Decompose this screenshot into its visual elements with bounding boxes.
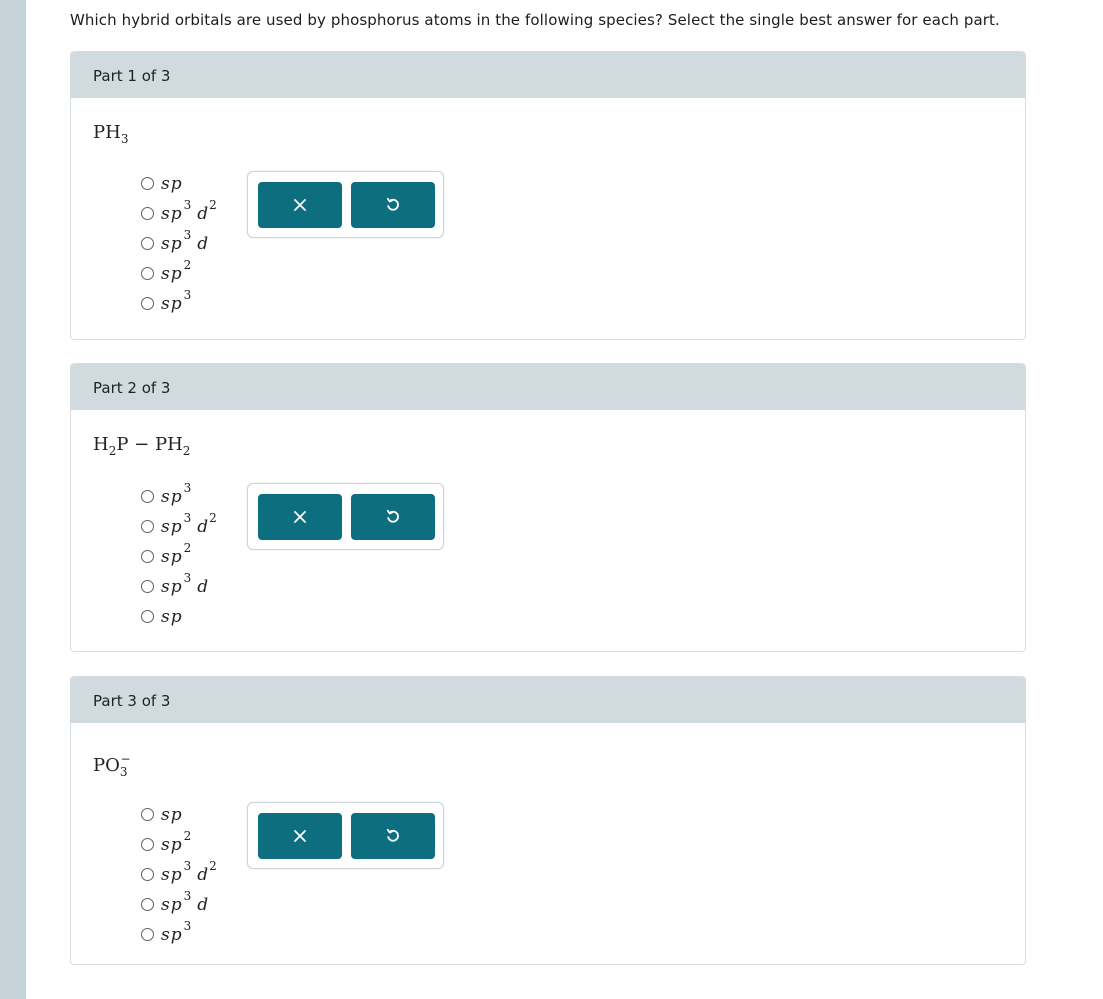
question-text: Which hybrid orbitals are used by phosphorus atoms in the following species? Select the single best answer for each part. xyxy=(70,11,1000,29)
radio-option[interactable] xyxy=(141,482,261,512)
species-sub: 2 xyxy=(182,444,191,458)
option-label xyxy=(161,859,217,886)
part-1-header: Part 1 of 3 xyxy=(71,52,1025,98)
radio-option[interactable] xyxy=(141,890,261,920)
radio-option[interactable] xyxy=(141,229,261,259)
undo-icon xyxy=(385,509,401,525)
radio-button[interactable] xyxy=(141,520,154,533)
option-label xyxy=(161,481,192,508)
species-sup: − xyxy=(120,752,131,766)
radio-option[interactable] xyxy=(141,289,261,319)
option-label xyxy=(161,228,209,255)
orbital-sp: sp xyxy=(161,925,183,945)
part-2-card xyxy=(70,363,1026,652)
radio-button[interactable] xyxy=(141,838,154,851)
option-label xyxy=(161,198,217,225)
radio-option[interactable] xyxy=(141,169,261,199)
undo-icon xyxy=(385,197,401,213)
radio-button[interactable] xyxy=(141,928,154,941)
part-2-button-panel xyxy=(247,483,444,550)
radio-button[interactable] xyxy=(141,610,154,623)
orbital-sp: sp xyxy=(161,895,183,915)
part-2-options xyxy=(141,482,261,632)
radio-option[interactable] xyxy=(141,800,261,830)
radio-option[interactable] xyxy=(141,199,261,229)
orbital-exponent: 3 xyxy=(183,481,192,495)
orbital-sp: sp xyxy=(161,607,183,627)
orbital-exponent: 2 xyxy=(183,258,192,272)
part-3-button-panel xyxy=(247,802,444,869)
radio-button[interactable] xyxy=(141,868,154,881)
close-icon xyxy=(293,510,307,524)
radio-option[interactable] xyxy=(141,572,261,602)
radio-button[interactable] xyxy=(141,207,154,220)
part-1-undo-button[interactable] xyxy=(351,182,435,228)
part-1-options xyxy=(141,169,261,319)
species-text: PH xyxy=(93,122,121,143)
orbital-exponent: 3 xyxy=(183,889,192,903)
orbital-sp: sp xyxy=(161,835,183,855)
option-label xyxy=(161,511,217,538)
orbital-sp: sp xyxy=(161,204,183,224)
species-text: PO xyxy=(93,755,120,776)
option-label xyxy=(161,258,192,285)
part-3-undo-button[interactable] xyxy=(351,813,435,859)
left-sidebar-strip xyxy=(0,0,26,999)
radio-button[interactable] xyxy=(141,808,154,821)
part-1-clear-button[interactable] xyxy=(258,182,342,228)
radio-button[interactable] xyxy=(141,550,154,563)
radio-option[interactable] xyxy=(141,860,261,890)
orbital-d: d xyxy=(197,517,209,537)
species-text: H xyxy=(93,434,109,455)
option-label xyxy=(161,829,192,856)
orbital-exponent: 3 xyxy=(183,198,192,212)
orbital-exponent: 3 xyxy=(183,288,192,302)
radio-option[interactable] xyxy=(141,920,261,950)
option-label xyxy=(161,607,183,627)
option-label xyxy=(161,571,209,598)
orbital-sp: sp xyxy=(161,805,183,825)
radio-button[interactable] xyxy=(141,177,154,190)
part-2-species xyxy=(93,434,190,458)
orbital-exponent: 2 xyxy=(183,829,192,843)
part-3-clear-button[interactable] xyxy=(258,813,342,859)
option-label xyxy=(161,889,209,916)
radio-option[interactable] xyxy=(141,259,261,289)
orbital-exponent: 3 xyxy=(183,571,192,585)
radio-option[interactable] xyxy=(141,830,261,860)
orbital-sp: sp xyxy=(161,517,183,537)
orbital-sp: sp xyxy=(161,294,183,314)
part-3-options xyxy=(141,800,261,950)
orbital-sp: sp xyxy=(161,234,183,254)
undo-icon xyxy=(385,828,401,844)
radio-option[interactable] xyxy=(141,602,261,632)
species-sub: 3 xyxy=(120,132,129,146)
orbital-exponent: 3 xyxy=(183,859,192,873)
orbital-sp: sp xyxy=(161,865,183,885)
orbital-d-exponent: 2 xyxy=(209,198,217,212)
part-1-species xyxy=(93,122,128,146)
orbital-sp: sp xyxy=(161,487,183,507)
close-icon xyxy=(293,829,307,843)
orbital-sp: sp xyxy=(161,174,183,194)
orbital-exponent: 3 xyxy=(183,511,192,525)
radio-button[interactable] xyxy=(141,267,154,280)
radio-button[interactable] xyxy=(141,237,154,250)
radio-button[interactable] xyxy=(141,898,154,911)
option-label xyxy=(161,174,183,194)
orbital-exponent: 3 xyxy=(183,919,192,933)
orbital-d-exponent: 2 xyxy=(209,859,217,873)
option-label xyxy=(161,919,192,946)
part-2-header: Part 2 of 3 xyxy=(71,364,1025,410)
orbital-d: d xyxy=(197,895,209,915)
part-1-button-panel xyxy=(247,171,444,238)
radio-button[interactable] xyxy=(141,297,154,310)
species-sub: 3 xyxy=(119,765,128,779)
orbital-sp: sp xyxy=(161,577,183,597)
orbital-d: d xyxy=(197,865,209,885)
part-2-clear-button[interactable] xyxy=(258,494,342,540)
radio-option[interactable] xyxy=(141,512,261,542)
part-3-card xyxy=(70,676,1026,965)
orbital-sp: sp xyxy=(161,547,183,567)
radio-button[interactable] xyxy=(141,580,154,593)
orbital-exponent: 2 xyxy=(183,541,192,555)
orbital-sp: sp xyxy=(161,264,183,284)
option-label xyxy=(161,288,192,315)
orbital-exponent: 3 xyxy=(183,228,192,242)
orbital-d: d xyxy=(197,577,209,597)
orbital-d: d xyxy=(197,234,209,254)
close-icon xyxy=(293,198,307,212)
species-text: P − PH xyxy=(116,434,183,455)
orbital-d: d xyxy=(197,204,209,224)
species-sub: 2 xyxy=(108,444,117,458)
part-1-card xyxy=(70,51,1026,340)
radio-button[interactable] xyxy=(141,490,154,503)
part-2-undo-button[interactable] xyxy=(351,494,435,540)
part-3-species xyxy=(93,752,131,779)
radio-option[interactable] xyxy=(141,542,261,572)
orbital-d-exponent: 2 xyxy=(209,511,217,525)
part-3-header: Part 3 of 3 xyxy=(71,677,1025,723)
option-label xyxy=(161,805,183,825)
option-label xyxy=(161,541,192,568)
